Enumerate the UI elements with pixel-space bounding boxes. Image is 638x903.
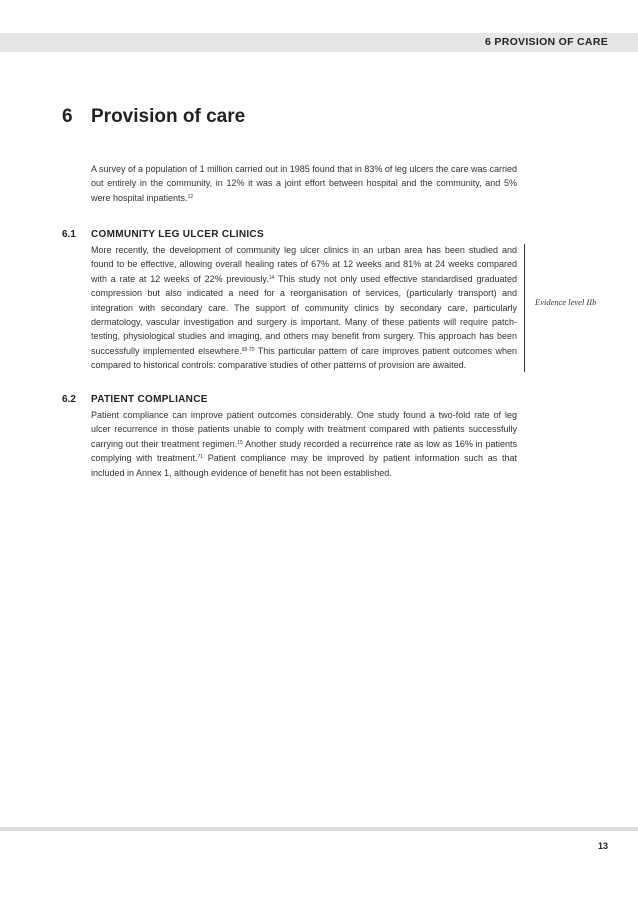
section-6-1-ref-1: 14 bbox=[268, 274, 275, 281]
chapter-title-text: Provision of care bbox=[91, 106, 246, 127]
evidence-level-label: Evidence level IIb bbox=[535, 297, 597, 307]
section-title-patient-compliance: PATIENT COMPLIANCE bbox=[91, 394, 208, 405]
section-6-2-ref-2: 71 bbox=[197, 454, 204, 461]
section-6-1-ref-2: 68-70 bbox=[241, 346, 255, 353]
section-title-community-clinics: COMMUNITY LEG ULCER CLINICS bbox=[91, 229, 264, 240]
section-6-2-text-3: Patient compliance may be improved by patient information such as that included in Annex 1, although evidence of benefit has not been established. bbox=[91, 453, 517, 478]
section-6-1-text-3: This particular pattern of care improves patient outcomes when compared to historical controls: comparative studies of other patterns of provision are awaited. bbox=[91, 345, 517, 371]
running-header: 6 PROVISION OF CARE bbox=[485, 36, 608, 48]
intro-ref: 12 bbox=[187, 193, 194, 200]
intro-paragraph bbox=[91, 162, 517, 205]
evidence-rule bbox=[524, 244, 525, 372]
section-6-2-ref-1: 15 bbox=[237, 439, 243, 446]
section-6-2-paragraph bbox=[91, 408, 517, 480]
section-6-1-text-1: More recently, the development of community leg ulcer clinics in an urban area has been studied and found to be effective, allowing overall healing rates of 67% at 12 weeks and 81% at 24 weeks compared with a rate at 12 weeks of 22% previously. bbox=[91, 245, 517, 284]
section-6-1-text-2: This study not only used effective standardised graduated compression but also indicated a need for a reorganisation of services, (particularly transport) and integration with secondary care. The support of community clinics by secondary care, particularly dermatology, vascular investigation and surgery is important. Many of these patients will require patch-testing, physiological studies and imaging, and others may benefit from surgery. This approach has been successfully implemented elsewhere. bbox=[91, 273, 517, 356]
footer-bar bbox=[0, 827, 638, 831]
section-6-2-text-1: Patient compliance can improve patient outcomes considerably. One study found a two-fold rate of leg ulcer recurrence in those patients unable to comply with treatment compared with patients successfully carrying out their treatment regimen. bbox=[91, 410, 517, 449]
page-number: 13 bbox=[597, 841, 608, 851]
section-number-6-1: 6.1 bbox=[62, 229, 76, 240]
section-6-2-text-2: Another study recorded a recurrence rate as low as 16% in patients complying with treatment. bbox=[91, 438, 517, 464]
section-number-6-2: 6.2 bbox=[62, 394, 76, 405]
intro-text: A survey of a population of 1 million carried out in 1985 found that in 83% of leg ulcers the care was carried out entirely in the community, in 12% it was a joint effort between hospital and the community, and 5% were hospital inpatients. bbox=[91, 164, 517, 203]
chapter-number: 6 bbox=[62, 106, 73, 127]
chapter-title bbox=[62, 106, 245, 128]
section-6-1-paragraph bbox=[91, 243, 517, 373]
